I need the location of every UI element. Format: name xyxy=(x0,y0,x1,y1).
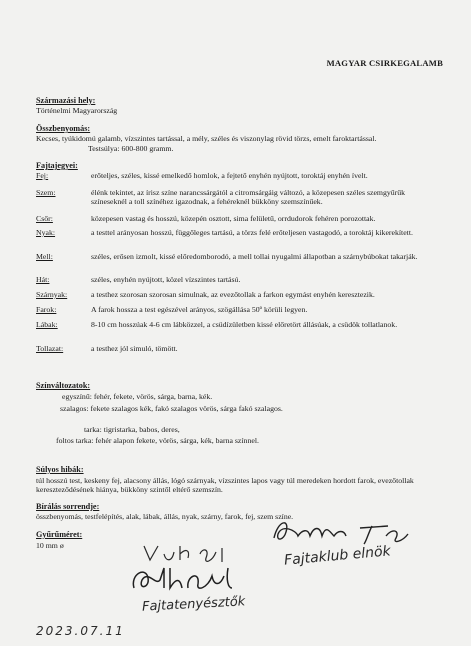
trait-text-nyak: a testtel arányosan hosszú, függőleges tartású, a törzs felé erőteljesen vastagodó, a toroktáj kikerekített. xyxy=(91,228,413,237)
document-title: MAGYAR CSIRKEGALAMB xyxy=(326,58,443,68)
trait-label-labak: Lábak: xyxy=(36,320,58,329)
trait-text-szem: élénk tekintet, az írisz színe narancssárgától a citromsárgáig változó, a közepesen széles szemgyűrűk színeseknél a toll színéhez igazodnak, a fehéreknél bükköny szemszínűek. xyxy=(91,188,406,207)
judging-heading: Bírálás sorrendje: xyxy=(36,502,100,511)
trait-label-tollazat: Tollazat: xyxy=(36,344,64,353)
trait-label-nyak: Nyak: xyxy=(36,228,56,237)
traits-heading: Fajtajegyei: xyxy=(36,161,78,170)
trait-text-mell: széles, erősen izmolt, kissé előredomborodó, a mell tollai nyugalmi állapotban a szárnybúbokat takarják. xyxy=(91,252,418,261)
ring-heading: Gyűrűméret: xyxy=(36,530,83,539)
faults-text: túl hosszú test, keskeny fej, alacsony állás, lógó szárnyak, vízszintes lapos vagy túl meredeken hordott farok, evezőtollak kereszteződésének hiánya, bükköny szintől eltérő szemszín. xyxy=(36,476,414,495)
origin-heading: Származási hely: xyxy=(36,96,96,105)
trait-text-farok: A farok hossza a test egészével arányos, szögállása 50º körüli legyen. xyxy=(91,305,308,314)
trait-text-tollazat: a testhez jól simuló, tömött. xyxy=(91,344,178,353)
trait-text-szarnyak: a testhez szorosan szorosan simulnak, az evezőtollak a farkon egymást enyhén keresztezik. xyxy=(91,290,375,299)
trait-label-szem: Szem: xyxy=(36,188,56,197)
colors-mottled: tarka: tigristarka, babos, deres, xyxy=(84,425,180,434)
trait-label-csor: Csőr: xyxy=(36,214,53,223)
breeder-signature-2 xyxy=(128,562,238,596)
trait-text-labak: 8-10 cm hosszúak 4-6 cm lábközzel, a csüdízületben kissé előretört állásúak, a csüdök tollatlanok. xyxy=(91,320,398,329)
handwritten-date: 2023.07.11 xyxy=(36,624,125,638)
colors-foltos: foltos tarka: fehér alapon fekete, vörös, sárga, kék, barna színnel. xyxy=(56,436,259,445)
overall-heading: Összbenyomás: xyxy=(36,124,91,133)
trait-label-farok: Farok: xyxy=(36,305,57,314)
trait-label-mell: Mell: xyxy=(36,252,53,261)
trait-label-fej: Fej: xyxy=(36,171,49,180)
colors-heading: Színváltozatok: xyxy=(36,381,91,390)
weight-text: Testsúlya: 600-800 gramm. xyxy=(88,144,174,153)
faults-heading: Súlyos hibák: xyxy=(36,465,84,474)
judging-text: összbenyomás, testfelépítés, alak, lábak, állás, nyak, szárny, farok, fej, szem színe. xyxy=(36,512,294,521)
club-president-role: Fajtaklub elnök xyxy=(283,543,392,569)
trait-text-fej: erőteljes, széles, kissé emelkedő homlok, a fejtető enyhén nyújtott, toroktáj enyhén ívelt. xyxy=(91,171,368,180)
origin-text: Történelmi Magyarország xyxy=(36,106,118,115)
trait-label-hat: Hát: xyxy=(36,275,50,284)
trait-text-csor: közepesen vastag és hosszú, közepén osztott, sima felületű, orrdudorok fehéren porozottak. xyxy=(91,214,376,223)
overall-text: Kecses, tyúkidomú galamb, vízszintes tartással, a mély, széles és viszonylag rövid törzs, emelt faroktartással. xyxy=(36,134,377,143)
trait-label-szarnyak: Szárnyak: xyxy=(36,290,68,299)
ring-text: 10 mm ø xyxy=(36,541,64,550)
breeders-role: Fajtatenyésztők xyxy=(141,594,246,615)
colors-striped: szalagos: fekete szalagos kék, fakó szalagos vörös, sárga fakó szalagos. xyxy=(60,404,283,413)
trait-text-hat: széles, enyhén nyújtott, közel vízszintes tartású. xyxy=(91,275,241,284)
club-president-signature xyxy=(268,512,428,548)
colors-single: egyszínű: fehér, fekete, vörös, sárga, barna, kék. xyxy=(62,392,213,401)
